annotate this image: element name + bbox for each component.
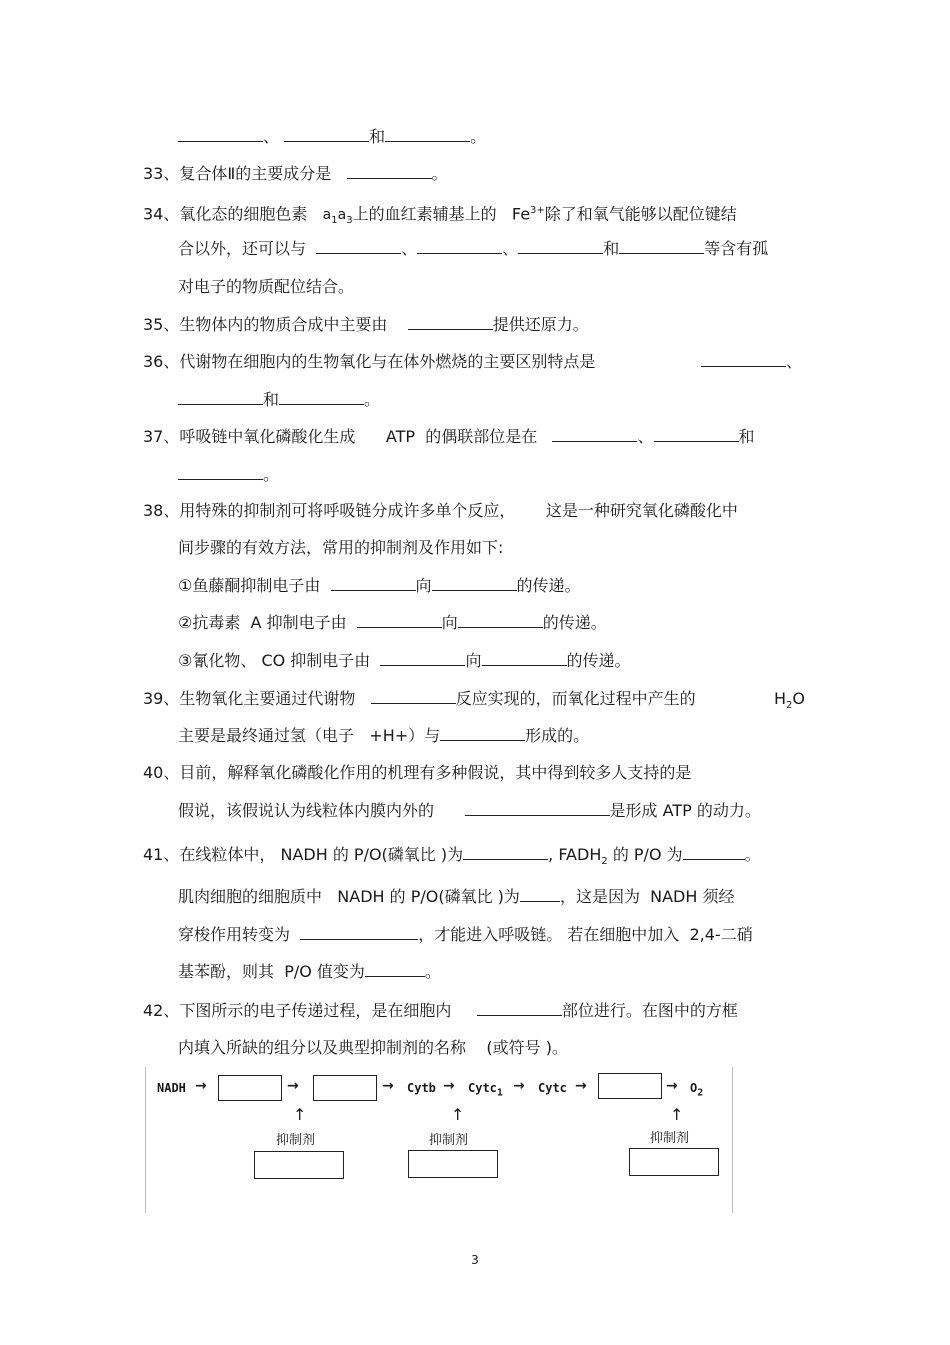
question-39-h2o [774, 689, 805, 716]
question-37-line-2 [178, 465, 279, 485]
question-text: 的传递。 [516, 576, 581, 595]
question-text: NADH 的 P/O(磷氧比 )为 [280, 845, 464, 864]
question-text: 形成的。 [525, 726, 590, 745]
period: 。 [470, 127, 487, 146]
period: 。 [424, 962, 441, 981]
question-text: 若在细胞中加入 [567, 925, 680, 944]
separator: 、 [263, 127, 280, 146]
diagram-border [732, 1067, 733, 1213]
question-number: 35、 [143, 315, 180, 334]
question-text: 穿梭作用转变为 [178, 925, 291, 944]
subscript: 1 [496, 1087, 503, 1099]
question-text: 主要是最终通过氢（电子 [178, 726, 355, 745]
question-text: 代谢物在细胞内的生物氧化与在体外燃烧的主要区别特点是 [179, 352, 596, 371]
question-number: 42、 [143, 1001, 180, 1020]
question-text: ①鱼藤酮抑制电子由 [178, 576, 321, 595]
blank[interactable] [331, 576, 416, 591]
h2o-text: H [774, 689, 787, 708]
separator: 、 [786, 352, 803, 371]
question-text: 氧化态的细胞色素 [179, 204, 308, 224]
blank[interactable] [316, 239, 401, 254]
and-text: 和 [369, 127, 386, 146]
page-number: 3 [471, 1253, 479, 1267]
diagram-border [145, 1067, 146, 1213]
right-arrow-icon: → [195, 1078, 207, 1094]
blank[interactable] [477, 1001, 562, 1016]
question-text: 内填入所缺的组分以及典型抑制剂的名称 [178, 1038, 467, 1057]
question-text: 下图所示的电子传递过程，是在细胞内 [179, 1001, 452, 1020]
question-41-line-2 [178, 887, 734, 907]
blank[interactable] [619, 239, 704, 254]
blank[interactable] [178, 465, 263, 480]
question-text: 生物氧化主要通过代谢物 [179, 689, 356, 708]
blank[interactable] [284, 127, 369, 142]
blank[interactable] [518, 239, 603, 254]
question-text: 反应实现的，而氧化过程中产生的 [455, 689, 696, 708]
cytc-label: Cytc [538, 1081, 567, 1095]
question-number: 37、 [143, 427, 180, 446]
question-text: 2,4-二硝 [689, 925, 753, 944]
blank[interactable] [380, 651, 465, 666]
cytc1-text: Cytc [468, 1081, 497, 1095]
blank[interactable] [371, 689, 456, 704]
to-text: 向 [441, 613, 458, 632]
blank[interactable] [440, 726, 525, 741]
right-arrow-icon: → [513, 1078, 525, 1094]
h2o-text: O [792, 689, 805, 708]
up-arrow-icon: ↑ [293, 1105, 307, 1124]
question-number: 36、 [143, 352, 180, 371]
cytochrome-symbol: $a_1a_3$ [322, 207, 353, 227]
question-text: ，这是因为 [559, 887, 640, 906]
question-40-line-1 [143, 763, 691, 783]
question-text: 基苯酚，则其 [178, 962, 275, 981]
right-arrow-icon: → [443, 1078, 455, 1094]
inhibitor-label: 抑制剂 [276, 1133, 316, 1148]
question-42-line-1 [143, 1001, 738, 1021]
question-text: 合以外，还可以与 [178, 239, 307, 258]
inhibitor-label: 抑制剂 [429, 1133, 469, 1148]
question-33 [143, 164, 448, 184]
question-text: ATP 的动力。 [662, 801, 761, 820]
question-number: 33、 [143, 164, 180, 183]
subscript: 2 [786, 700, 793, 712]
separator: 、 [401, 239, 418, 258]
o2-text: O [690, 1081, 698, 1095]
question-text: 用特殊的抑制剂可将呼吸链分成许多单个反应， [179, 501, 516, 520]
cytb-label: Cytb [407, 1081, 436, 1095]
question-39-line-1 [143, 689, 696, 709]
question-36-line-1 [143, 352, 595, 372]
right-arrow-icon: → [575, 1078, 587, 1094]
question-38-item-3 [178, 651, 631, 671]
question-text: 除了和氧气能够以配位键结 [544, 204, 737, 224]
question-text: 呼吸链中氧化磷酸化生成 [179, 427, 356, 446]
period: 。 [431, 164, 448, 183]
blank[interactable] [300, 925, 418, 940]
and-text: 和 [603, 239, 620, 258]
question-text: 间步骤的有效方法，常用的抑制剂及作用如下: [178, 538, 504, 557]
fe-symbol: Fe [511, 204, 531, 224]
question-text: 这是一种研究氧化磷酸化中 [545, 501, 738, 520]
question-text: 复合体Ⅱ的主要成分是 [179, 164, 332, 183]
right-arrow-icon: → [382, 1078, 394, 1094]
blank[interactable] [654, 427, 739, 442]
blank[interactable] [458, 613, 543, 628]
question-text: 的 P/O 为 [612, 845, 683, 864]
period: 。 [744, 845, 761, 864]
blank[interactable] [365, 962, 425, 977]
question-38-line-1 [143, 501, 738, 521]
electron-transport-diagram [145, 1067, 733, 1213]
blank[interactable] [357, 613, 442, 628]
question-text: 目前，解释氧化磷酸化作用的机理有多种假说，其中得到较多人支持的是 [179, 763, 692, 782]
period: 。 [263, 465, 280, 484]
question-34-line-1 [143, 201, 737, 231]
question-39-line-2 [178, 726, 589, 746]
question-number: 34、 [143, 204, 180, 224]
component-box-3[interactable] [598, 1073, 662, 1099]
question-36-line-2 [178, 390, 380, 410]
to-text: 向 [465, 651, 482, 670]
question-35 [143, 315, 589, 335]
blank[interactable] [463, 845, 548, 860]
blank[interactable] [482, 651, 567, 666]
and-text: 和 [738, 427, 755, 446]
question-42-line-2 [178, 1038, 568, 1058]
question-text: (或符号 )。 [486, 1038, 568, 1057]
question-text: 部位进行。在图中的方框 [561, 1001, 738, 1020]
superscript: 3+ [530, 205, 545, 216]
subscript: 2 [601, 856, 608, 868]
question-37-line-1 [143, 427, 755, 447]
question-text: 的偶联部位是在 [425, 427, 538, 446]
question-text: NADH 须经 [650, 887, 735, 906]
question-text: ③氰化物、 [178, 651, 257, 670]
question-text: 在线粒体中， [179, 845, 276, 864]
blank[interactable] [178, 390, 263, 405]
cytc1-label [468, 1081, 503, 1098]
to-text: 向 [415, 576, 432, 595]
right-arrow-icon: → [666, 1078, 678, 1094]
component-box-2[interactable] [313, 1075, 377, 1101]
question-text: +H+）与 [369, 726, 441, 745]
blank[interactable] [701, 352, 786, 367]
blank[interactable] [520, 887, 560, 902]
q32-tail-line [178, 127, 486, 147]
question-41-line-3 [178, 925, 753, 945]
subscript: 1 [331, 215, 338, 227]
question-text: 等含有孤 [704, 239, 769, 258]
question-34-line-3 [178, 277, 354, 297]
blank[interactable] [432, 576, 517, 591]
question-text: CO 抑制电子由 [261, 651, 371, 670]
blank[interactable] [683, 845, 745, 860]
question-text: 肌肉细胞的细胞质中 [178, 887, 323, 906]
question-34-line-2 [178, 239, 768, 259]
blank[interactable] [417, 239, 502, 254]
subscript: 3 [346, 215, 353, 227]
question-38-item-1 [178, 576, 581, 596]
question-text: 提供还原力。 [492, 315, 589, 334]
question-text: , FADH [548, 845, 602, 864]
question-number: 39、 [143, 689, 180, 708]
question-text: ②抗毒素 [178, 613, 241, 632]
question-38-item-2 [178, 613, 607, 633]
separator: 、 [637, 427, 654, 446]
blank[interactable] [347, 164, 432, 179]
question-40-line-2 [178, 801, 761, 821]
atp-text: ATP [385, 427, 416, 446]
nadh-label: NADH [157, 1081, 186, 1095]
subscript: 2 [697, 1087, 704, 1099]
question-41-line-4 [178, 962, 441, 982]
question-text: 的传递。 [566, 651, 631, 670]
inhibitor-box-3[interactable] [629, 1148, 719, 1176]
up-arrow-icon: ↑ [451, 1105, 465, 1124]
inhibitor-box-2[interactable] [408, 1150, 498, 1178]
question-36-blank-a [701, 352, 802, 372]
o2-label [690, 1081, 703, 1098]
and-text: 和 [263, 390, 280, 409]
question-38-line-2 [178, 538, 503, 558]
period: 。 [364, 390, 381, 409]
separator: 、 [502, 239, 519, 258]
blank[interactable] [385, 127, 470, 142]
question-text: 假说，该假说认为线粒体内膜内外的 [178, 801, 435, 820]
blank[interactable] [279, 390, 364, 405]
question-text: 的传递。 [542, 613, 607, 632]
question-41-line-1 [143, 845, 761, 872]
blank[interactable] [178, 127, 263, 142]
question-text: A 抑制电子由 [250, 613, 347, 632]
question-number: 38、 [143, 501, 180, 520]
question-number: 40、 [143, 763, 180, 782]
question-number: 41、 [143, 845, 180, 864]
up-arrow-icon: ↑ [670, 1105, 684, 1124]
blank[interactable] [552, 427, 637, 442]
question-text: 上的血红素辅基上的 [352, 204, 497, 224]
right-arrow-icon: → [287, 1078, 299, 1094]
question-text: NADH 的 P/O(磷氧比 )为 [337, 887, 520, 906]
blank[interactable] [408, 315, 493, 330]
question-text: P/O 值变为 [284, 962, 365, 981]
question-text: ，才能进入呼吸链。 [418, 925, 563, 944]
question-text: 生物体内的物质合成中主要由 [179, 315, 388, 334]
inhibitor-box-1[interactable] [254, 1151, 344, 1179]
question-text: 对电子的物质配位结合。 [178, 277, 355, 296]
inhibitor-label: 抑制剂 [650, 1131, 690, 1146]
question-text: 是形成 [609, 801, 658, 820]
blank[interactable] [465, 801, 610, 816]
component-box-1[interactable] [218, 1075, 282, 1101]
